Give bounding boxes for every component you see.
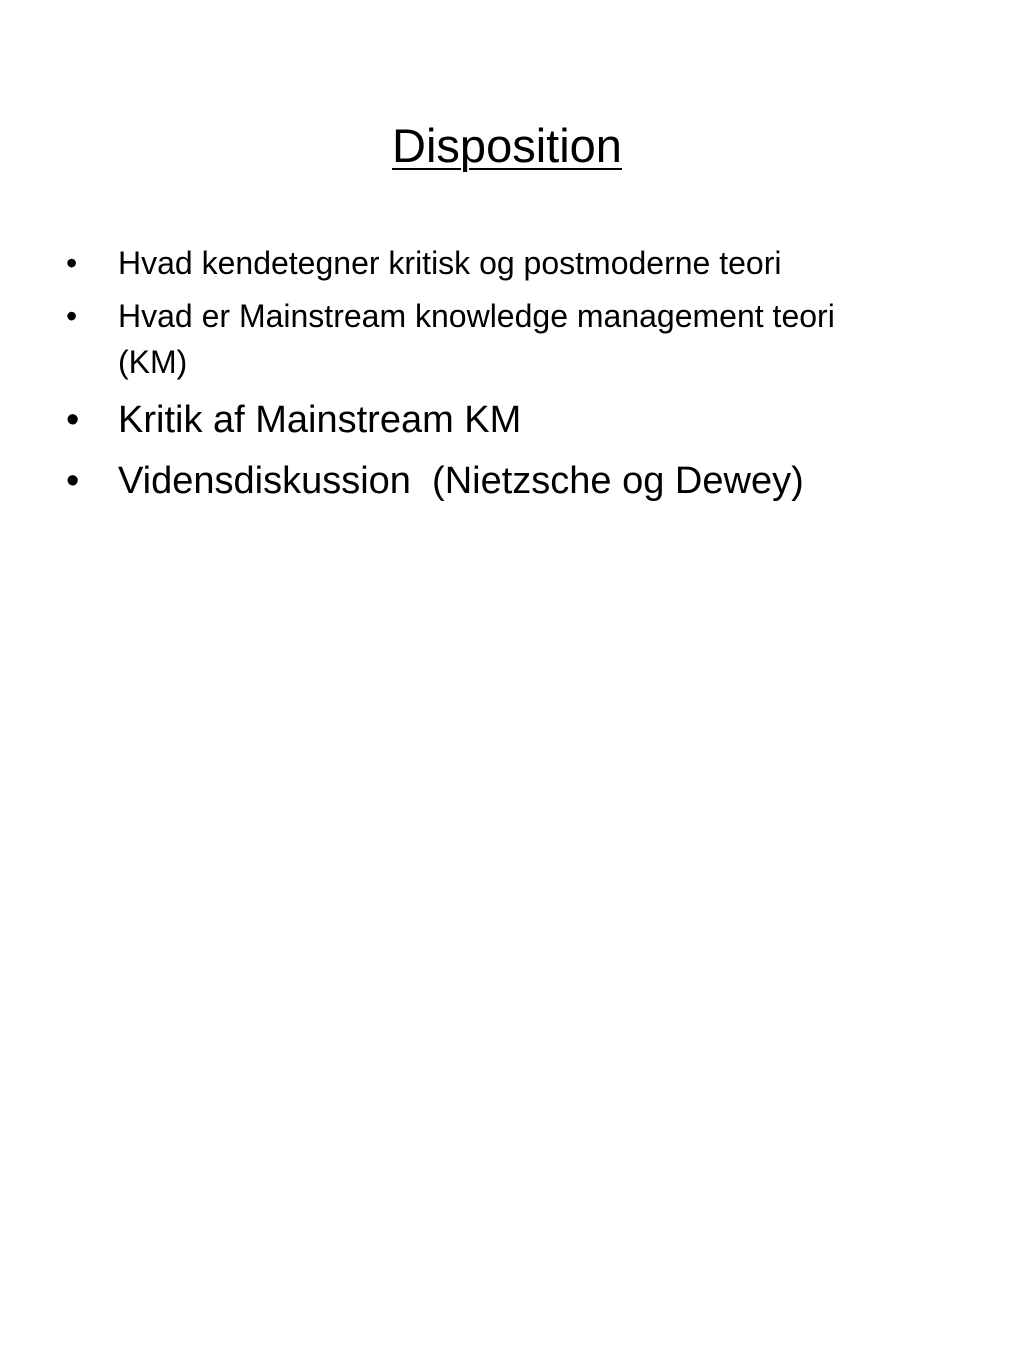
list-item-text: Hvad er Mainstream knowledge management teori (KM) — [118, 298, 844, 380]
slide-title: Disposition — [392, 119, 622, 172]
bullet-icon: • — [66, 460, 80, 502]
list-item-text: Vidensdiskussion (Nietzsche og Dewey) — [118, 460, 804, 502]
bullet-icon: • — [66, 245, 78, 281]
list-item-text: Hvad kendetegner kritisk og postmoderne teori — [118, 245, 782, 281]
bullet-icon: • — [66, 399, 80, 441]
bullet-icon: • — [66, 298, 78, 334]
list-item-text: Kritik af Mainstream KM — [118, 399, 522, 441]
